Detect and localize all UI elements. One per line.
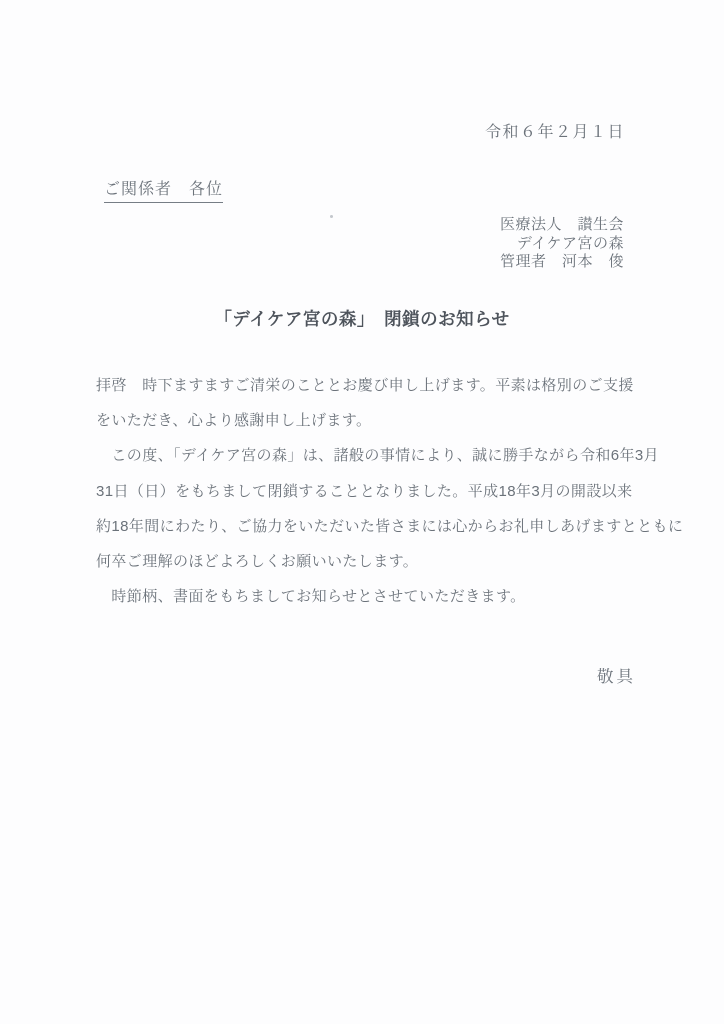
scan-speck [330, 215, 333, 218]
sender-organization: 医療法人 讃生会 [499, 216, 624, 233]
sender-facility: デイケア宮の森 [516, 234, 624, 252]
body-line-2: をいただき、心より感謝申し上げます。 [96, 412, 372, 430]
closing-keigu: 敬具 [597, 668, 636, 686]
body-line-3: この度、「デイケア宮の森」は、諸般の事情により、誠に勝手ながら令和6年3月 [96, 447, 660, 465]
letter-date: 令和６年２月１日 [484, 124, 625, 141]
sender-manager: 管理者 河本 俊 [499, 253, 624, 271]
body-line-7: 時節柄、書面をもちましてお知らせとさせていただきます。 [96, 588, 526, 606]
body-line-4: 31日（日）をもちまして閉鎖することとなりました。平成18年3月の開設以来 [96, 482, 633, 500]
body-line-1: 拝啓 時下ますますご清栄のこととお慶び申し上げます。平素は格別のご支援 [96, 377, 634, 394]
body-line-6: 何卒ご理解のほどよろしくお願いいたします。 [96, 553, 419, 571]
letter-title: 「デイケア宮の森」 閉鎖のお知らせ [214, 309, 510, 329]
addressee: ご関係者 各位 [104, 176, 223, 203]
letter-body [96, 368, 684, 614]
body-line-5: 約18年間にわたり、ご協力をいただいた皆さまには心からお礼申しあげますとともに [96, 517, 684, 535]
sender-block [500, 216, 624, 272]
